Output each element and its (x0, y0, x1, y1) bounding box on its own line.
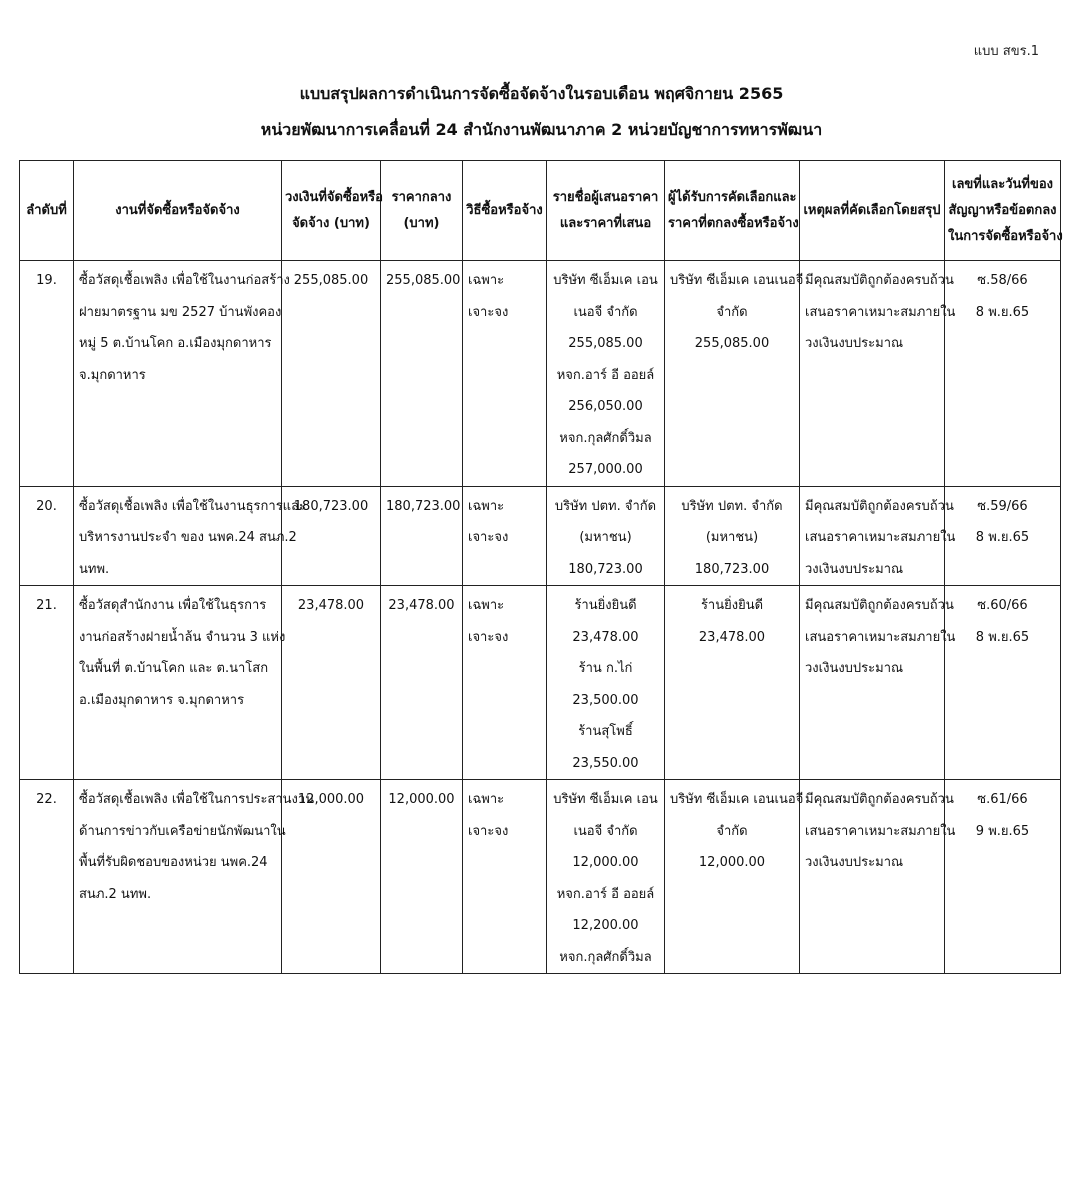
procurement-summary-table (19, 160, 1061, 974)
cell-contract-line: 8 พ.ย.65 (975, 304, 1030, 320)
cell-reason (800, 486, 956, 586)
cell-method: เฉพาะเจาะจง (463, 586, 547, 780)
cell-work-line: ซื้อวัสดุเชื้อเพลิง เพื่อใช้ในงานก่อสร้าง (79, 273, 290, 288)
cell-work-line: ในพื้นที่ ต.บ้านโคก และ ต.นาโสก (79, 661, 269, 676)
cell-bidders-line: หจก.กุลศักดิ์วิมล (559, 430, 652, 446)
table-row (20, 261, 1061, 487)
cell-budget: 23,478.00 (282, 586, 381, 780)
cell-reason-line: วงเงินงบประมาณ (805, 336, 904, 351)
cell-contract (945, 780, 1061, 974)
table-row (20, 586, 1061, 780)
cell-bidders-line: เนอจี จำกัด (573, 823, 638, 839)
cell-bidders-line: บริษัท ปตท. จำกัด (554, 498, 657, 514)
cell-no: 19. (20, 261, 74, 487)
header-work: งานที่จัดซื้อหรือจัดจ้าง (74, 161, 282, 261)
cell-work-line: หมู่ 5 ต.บ้านโคก อ.เมืองมุกดาหาร (79, 336, 272, 351)
cell-reason (800, 261, 956, 487)
cell-bidders-line: เนอจี จำกัด (573, 304, 638, 320)
cell-work-line: ฝายมาตรฐาน มข 2527 บ้านพังคอง (79, 304, 282, 320)
cell-bidders-line: 12,200.00 (572, 918, 639, 933)
cell-winner-line: จำกัด (716, 823, 748, 839)
cell-contract-line: ซ.60/66 (977, 598, 1028, 613)
cell-winner (665, 780, 804, 974)
cell-winner-line: 23,478.00 (698, 629, 766, 645)
header-contract: เลขที่และวันที่ของ สัญญาหรือข้อตกลง ในการจัดซื้อหรือจ้าง (945, 161, 1061, 261)
cell-bidders (547, 586, 665, 780)
cell-contract-line: ซ.58/66 (977, 273, 1028, 288)
cell-budget: 12,000.00 (282, 780, 381, 974)
cell-work-line: บริหารงานประจำ ของ นพค.24 สนภ.2 (79, 530, 297, 545)
cell-work (74, 780, 315, 974)
cell-work-line: ด้านการข่าวกับเครือข่ายนักพัฒนาใน (79, 823, 286, 839)
cell-contract-line: ซ.59/66 (977, 498, 1028, 514)
cell-work-line: นทพ. (79, 561, 110, 577)
table-header (20, 161, 1061, 261)
cell-winner-line: จำกัด (716, 304, 748, 320)
cell-median-price: 255,085.00 (381, 261, 463, 487)
cell-contract (945, 586, 1061, 780)
cell-work (74, 586, 286, 780)
cell-contract (945, 486, 1061, 586)
cell-winner-line: ร้านยิ่งยินดี (700, 598, 764, 613)
table-row (20, 486, 1061, 586)
cell-bidders-line: 23,500.00 (572, 692, 639, 708)
cell-reason-line: เสนอราคาเหมาะสมภายใน (805, 530, 956, 545)
cell-method: เฉพาะเจาะจง (463, 780, 547, 974)
cell-winner-line: บริษัท ซีเอ็มเค เอนเนอจี (670, 792, 804, 807)
cell-median-price: 12,000.00 (381, 780, 463, 974)
cell-reason-line: วงเงินงบประมาณ (805, 855, 904, 870)
cell-bidders-line: 180,723.00 (568, 561, 643, 577)
header-median-price: ราคากลาง (บาท) (381, 161, 463, 261)
cell-reason-line: เสนอราคาเหมาะสมภายใน (805, 823, 956, 839)
cell-winner-line: บริษัท ซีเอ็มเค เอนเนอจี (670, 273, 804, 288)
cell-reason (800, 586, 956, 780)
cell-median-price: 23,478.00 (381, 586, 463, 780)
cell-bidders-line: 12,000.00 (572, 855, 639, 870)
cell-winner-line: 255,085.00 (694, 336, 770, 351)
cell-work-line: อ.เมืองมุกดาหาร จ.มุกดาหาร (79, 692, 245, 708)
cell-bidders-line: ร้าน ก.ไก่ (578, 661, 633, 676)
header-budget: วงเงินที่จัดซื้อหรือ จัดจ้าง (บาท) (282, 161, 381, 261)
cell-bidders-line: หจก.อาร์ อี ออยล์ (556, 886, 655, 902)
header-winner: ผู้ได้รับการคัดเลือกและ ราคาที่ตกลงซื้อหรือจ้าง (665, 161, 800, 261)
header-reason: เหตุผลที่คัดเลือกโดยสรุป (800, 161, 945, 261)
cell-work (74, 261, 290, 487)
cell-reason-line: วงเงินงบประมาณ (805, 661, 904, 676)
cell-contract-line: 8 พ.ย.65 (975, 530, 1030, 545)
cell-no: 22. (20, 780, 74, 974)
cell-contract-line: 8 พ.ย.65 (975, 629, 1030, 645)
cell-work-line: ซื้อวัสดุเชื้อเพลิง เพื่อใช้ในงานธุรการและ (79, 498, 306, 514)
header-bidders: รายชื่อผู้เสนอราคา และราคาที่เสนอ (547, 161, 665, 261)
cell-bidders-line: 23,550.00 (572, 755, 639, 771)
cell-work-line: พื้นที่รับผิดชอบของหน่วย นพค.24 (79, 855, 268, 870)
cell-bidders-line: 23,478.00 (572, 629, 639, 645)
cell-method: เฉพาะเจาะจง (463, 486, 547, 586)
cell-reason-line: มีคุณสมบัติถูกต้องครบถ้วน (805, 498, 954, 514)
cell-bidders-line: หจก.อาร์ อี ออยล์ (556, 367, 655, 383)
cell-bidders-line: บริษัท ซีเอ็มเค เอน (553, 273, 658, 288)
cell-bidders (547, 780, 665, 974)
table-body (20, 261, 1061, 974)
document-subtitle: หน่วยพัฒนาการเคลื่อนที่ 24 สำนักงานพัฒนาภาค 2 หน่วยบัญชาการทหารพัฒนา (260, 120, 823, 139)
cell-contract-line: ซ.61/66 (977, 792, 1028, 807)
cell-bidders-line: 256,050.00 (568, 399, 643, 414)
cell-reason-line: เสนอราคาเหมาะสมภายใน (805, 304, 956, 320)
cell-winner-line: 180,723.00 (694, 561, 770, 577)
cell-bidders-line: 255,085.00 (568, 336, 643, 351)
cell-bidders-line: 257,000.00 (568, 462, 643, 477)
cell-work-line: ซื้อวัสดุสำนักงาน เพื่อใช้ในธุรการ (79, 598, 267, 613)
cell-method: เฉพาะเจาะจง (463, 261, 547, 487)
cell-bidders-line: (มหาชน) (579, 530, 632, 545)
cell-winner (665, 586, 800, 780)
cell-bidders-line: หจก.กุลศักดิ์วิมล (559, 949, 652, 965)
table-row (20, 780, 1061, 974)
cell-median-price: 180,723.00 (381, 486, 463, 586)
cell-no: 20. (20, 486, 74, 586)
cell-bidders (547, 486, 665, 586)
document-title: แบบสรุปผลการดำเนินการจัดซื้อจัดจ้างในรอบเดือน พฤศจิกายน 2565 (299, 84, 784, 103)
cell-winner (665, 486, 800, 586)
cell-bidders (547, 261, 665, 487)
cell-work-line: สนภ.2 นทพ. (79, 886, 152, 902)
cell-contract (945, 261, 1061, 487)
cell-reason-line: มีคุณสมบัติถูกต้องครบถ้วน (805, 598, 954, 613)
cell-winner-line: บริษัท ปตท. จำกัด (681, 498, 783, 514)
cell-winner-line: (มหาชน) (705, 530, 759, 545)
cell-work (74, 486, 306, 586)
cell-reason-line: มีคุณสมบัติถูกต้องครบถ้วน (805, 792, 954, 807)
cell-work-line: ซื้อวัสดุเชื้อเพลิง เพื่อใช้ในการประสานงาน (79, 792, 315, 807)
cell-winner (665, 261, 804, 487)
cell-budget: 180,723.00 (282, 486, 381, 586)
form-code: แบบ สขร.1 (973, 44, 1039, 59)
cell-reason-line: เสนอราคาเหมาะสมภายใน (805, 629, 956, 645)
cell-no: 21. (20, 586, 74, 780)
cell-winner-line: 12,000.00 (698, 855, 766, 870)
cell-work-line: งานก่อสร้างฝายน้ำล้น จำนวน 3 แห่ง (79, 629, 286, 645)
cell-reason-line: มีคุณสมบัติถูกต้องครบถ้วน (805, 273, 954, 288)
cell-budget: 255,085.00 (282, 261, 381, 487)
cell-contract-line: 9 พ.ย.65 (975, 823, 1030, 839)
cell-bidders-line: ร้านสุโพธิ์ (578, 724, 633, 739)
header-no: ลำดับที่ (20, 161, 74, 261)
header-method: วิธีซื้อหรือจ้าง (463, 161, 547, 261)
cell-bidders-line: บริษัท ซีเอ็มเค เอน (553, 792, 658, 807)
cell-reason-line: วงเงินงบประมาณ (805, 561, 904, 577)
cell-bidders-line: ร้านยิ่งยินดี (574, 598, 637, 613)
cell-work-line: จ.มุกดาหาร (79, 367, 146, 383)
cell-reason (800, 780, 956, 974)
